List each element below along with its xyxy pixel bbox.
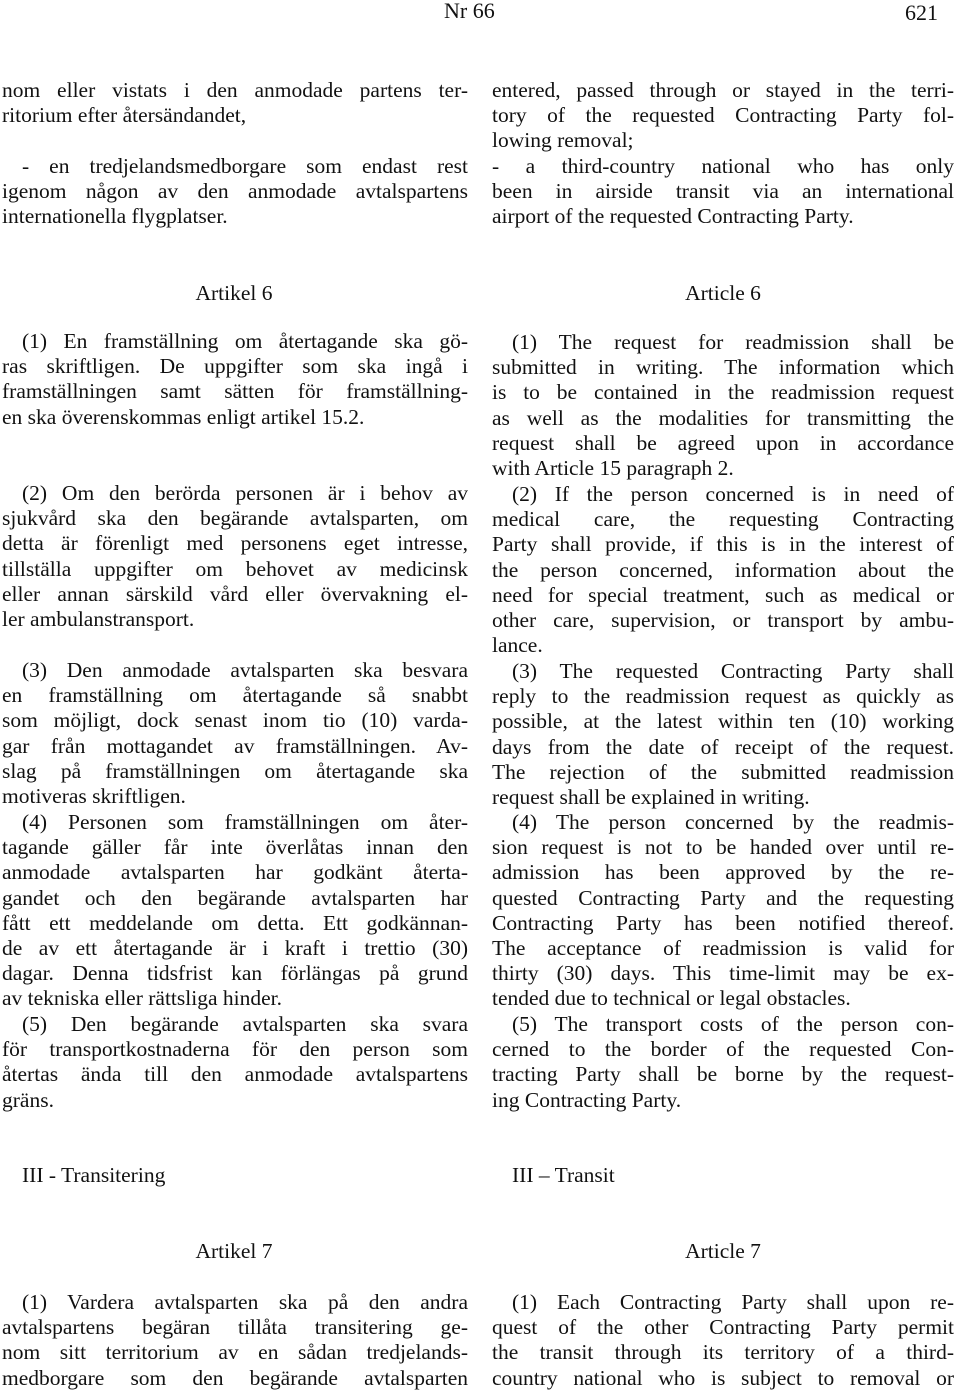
text-line: the transit through its territory of a third- [492,1340,954,1365]
text-line: detta är förenligt med personens eget intresse, [2,531,468,556]
text-line: av tekniska eller rättsliga hinder. [2,986,283,1011]
text-line: reply to the readmission request as quickly as [492,684,954,709]
text-line: entered, passed through or stayed in the terri- [492,78,954,102]
text-line: nom sitt territorium av en sådan tredjelands- [2,1340,468,1365]
text-line: possible, at the latest within ten (10) working [492,709,954,734]
text-line: tory of the requested Contracting Party fol- [492,103,954,128]
text-line: (4) The person concerned by the readmis- [512,810,954,834]
text-line: - en tredjelandsmedborgare som endast rest [22,154,468,178]
text-line: other care, supervision, or transport by ambu- [492,608,954,632]
text-line: (2) Om den berörda personen är i behov av [22,481,468,505]
text-line: lance. [492,633,543,658]
text-line: (2) If the person concerned is in need of [512,482,954,506]
text-line: eller annan särskild vård eller övervakning el- [2,581,468,606]
text-line: en ska överenskommas enligt artikel 15.2. [2,404,365,429]
page-number: 621 [905,0,938,25]
text-line: gräns. [2,1087,54,1112]
text-line: quested Contracting Party and the requesting [492,885,954,910]
text-line: återtas ända till den anmodade avtalspartens [2,1062,468,1087]
article-heading: Artikel 6 [195,281,273,305]
text-line: The rejection of the submitted readmission [492,759,954,784]
text-line: fått ett meddelande om detta. Ett godkännan- [2,910,468,935]
text-line: (1) En framställning om återtagande ska gö- [22,329,468,353]
article-heading: Artikel 7 [195,1239,273,1263]
text-line: de av ett återtagande är i kraft i trettio (30) [2,936,468,960]
text-line: ritorium efter återsändandet, [2,103,247,128]
text-line: (5) The transport costs of the person con- [512,1012,954,1036]
text-line: avtalspartens begäran tillåta transitering ge- [2,1315,468,1340]
text-line: admission has been approved by the re- [492,860,954,885]
text-line: thirty (30) days. This time-limit may be ex- [492,961,954,986]
text-line: tracting Party shall be borne by the request- [492,1062,954,1087]
text-line: slag på framställningen om återtagande ska [2,758,468,783]
text-line: The acceptance of readmission is valid for [492,936,954,960]
text-line: need for special treatment, such as medical or [492,582,954,607]
text-line: request shall be explained in writing. [492,785,810,809]
text-line: (1) Vardera avtalsparten ska på den andra [22,1290,468,1314]
text-line: country national who is subject to removal or [492,1365,954,1390]
text-line: igenom någon av den anmodade avtalspartens [2,179,468,204]
text-line: airport of the requested Contracting Party. [492,204,854,228]
text-line: (4) Personen som framställningen om åter- [22,810,468,834]
section-heading: III – Transit [512,1163,615,1187]
text-line: som möjligt, dock senast inom tio (10) varda- [2,708,468,733]
text-line: submitted in writing. The information which [492,355,954,380]
text-line: been in airside transit via an international [492,178,954,203]
text-line: cerned to the border of the requested Con- [492,1037,954,1062]
text-line: framställningen samt sätten för framställning- [2,379,468,404]
text-line: sjukvård ska den begärande avtalsparten, om [2,506,468,531]
article-heading: Article 6 [685,281,761,305]
text-line: ing Contracting Party. [492,1087,682,1112]
text-line: lowing removal; [492,128,634,153]
text-line: - a third-country national who has only [492,153,954,178]
text-line: en framställning om återtagande så snabbt [2,683,468,708]
text-line: the person concerned, information about the [492,557,954,582]
text-line: tagande gäller får inte överlåtas innan den [2,835,468,860]
text-line: sion request is not to be handed over until re- [492,835,954,860]
text-line: gar från mottagandet av framställningen. Av- [2,733,468,758]
text-line: (3) Den anmodade avtalsparten ska besvara [22,658,468,682]
text-line: dagar. Denna tidsfrist kan förlängas på grund [2,961,468,986]
article-heading: Article 7 [685,1239,761,1263]
issue-number: Nr 66 [444,0,495,23]
text-line: nom eller vistats i den anmodade partens ter- [2,78,468,102]
text-line: (3) The requested Contracting Party shall [512,659,954,683]
text-line: tillställa uppgifter om behovet av medicinsk [2,556,468,581]
text-line: gandet och den begärande avtalsparten har [2,885,468,910]
text-line: ler ambulanstransport. [2,607,195,631]
text-line: Contracting Party has been notified thereof. [492,910,954,935]
text-line: internationella flygplatser. [2,204,228,229]
text-line: request shall be agreed upon in accordance [492,430,954,455]
text-line: is to be contained in the readmission request [492,380,954,405]
text-line: (5) Den begärande avtalsparten ska svara [22,1012,468,1036]
text-line: för transportkostnaderna för den person som [2,1037,468,1062]
text-line: as well as the modalities for transmitting the [492,405,954,430]
text-line: quest of the other Contracting Party permit [492,1315,954,1340]
text-line: motiveras skriftligen. [2,784,186,808]
text-line: days from the date of receipt of the request. [492,734,954,759]
text-line: medborgare som den begärande avtalsparten [2,1365,468,1390]
text-line: ras skriftligen. De uppgifter som ska ingå i [2,354,468,379]
text-line: medical care, the requesting Contracting [492,507,954,532]
text-line: (1) The request for readmission shall be [512,330,954,354]
text-line: Party shall provide, if this is in the interest of [492,532,954,557]
section-heading: III - Transitering [22,1163,166,1187]
text-line: (1) Each Contracting Party shall upon re- [512,1290,954,1314]
text-line: anmodade avtalsparten har godkänt återta- [2,860,468,885]
text-line: tended due to technical or legal obstacles. [492,986,851,1011]
text-line: with Article 15 paragraph 2. [492,456,734,480]
